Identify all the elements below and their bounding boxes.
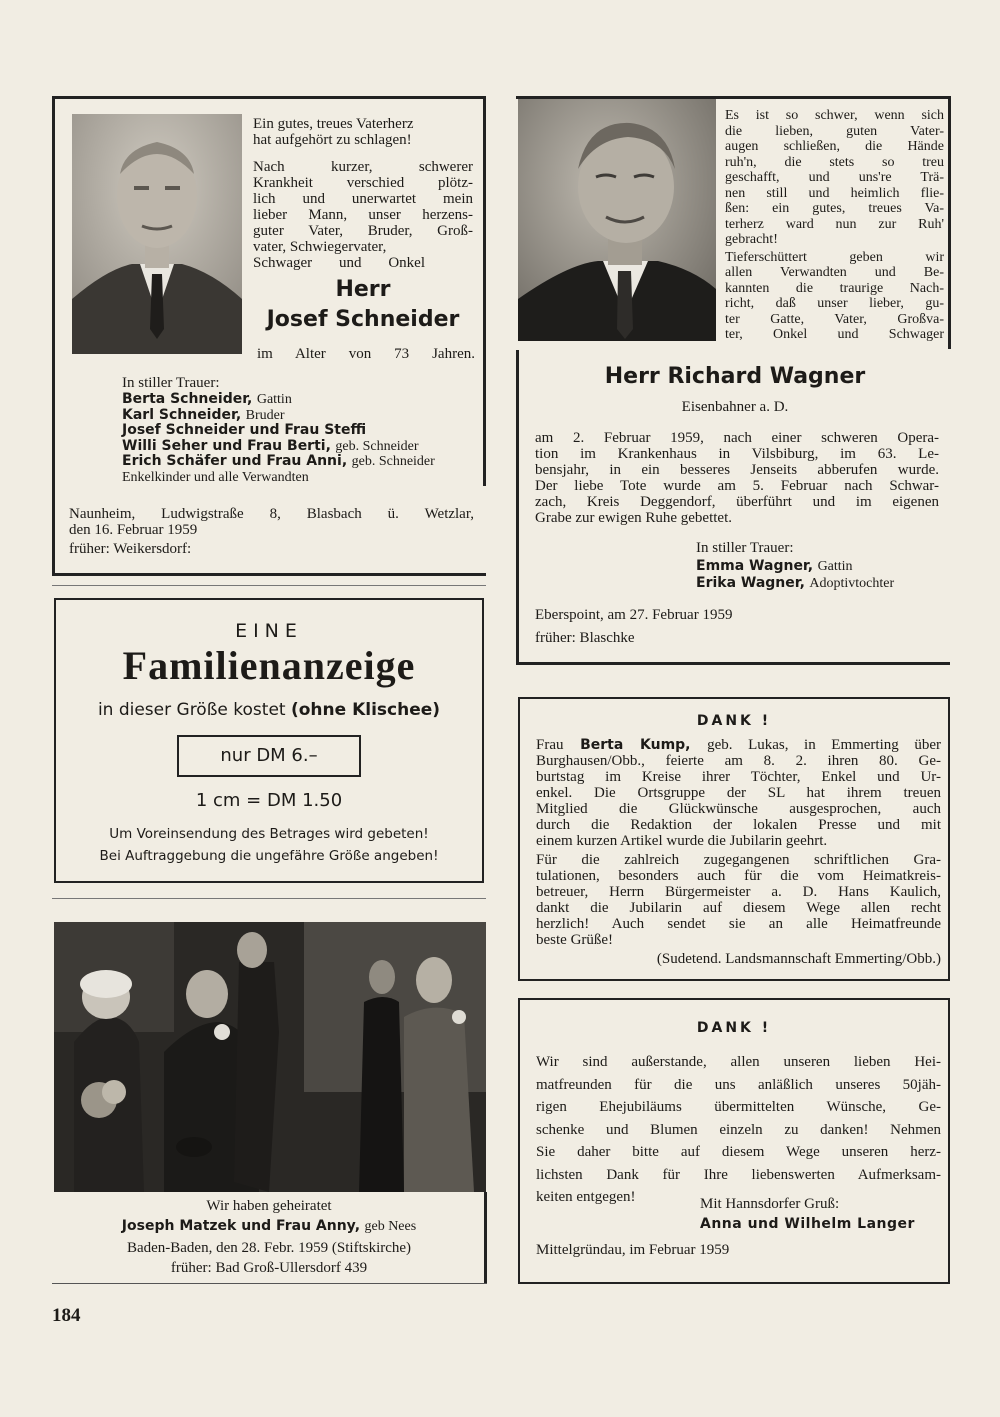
verse-line: geschafft, und uns're Trä- bbox=[725, 170, 944, 185]
intro-line: vater, Schwiegervater, bbox=[253, 239, 387, 255]
body-line: zach, Kreis Deggendorf, überführt und im eigenen bbox=[535, 494, 939, 510]
page-number: 184 bbox=[52, 1305, 81, 1326]
ad-size-text: in dieser Größe kostet bbox=[97, 700, 286, 720]
mourner-role: geb. Schneider bbox=[335, 438, 419, 454]
mourner-name: Willi Seher und Frau Berti, bbox=[122, 437, 331, 454]
verse-line: Es ist so schwer, wenn sich bbox=[725, 108, 944, 123]
para-line: rigen Ehejubiläums übermittelten Wünsche, Ge- bbox=[536, 1099, 941, 1115]
intro-line: Tieferschüttert geben wir bbox=[725, 249, 944, 265]
mourner-role: Gattin bbox=[817, 559, 853, 574]
thank-you-notice-langer bbox=[518, 998, 950, 1284]
ad-price: nur DM 6.– bbox=[220, 745, 318, 766]
mourner-role: geb. Schneider bbox=[351, 454, 435, 469]
body-line: am 2. Februar 1959, nach einer schweren Opera- bbox=[535, 430, 939, 446]
para-line: Für die zahlreich zugegangenen schriftlichen Gra- bbox=[536, 852, 941, 868]
para-line: dankt die Jubilarin auf diesem Wege allen recht bbox=[536, 900, 941, 916]
para-line: enkel. Die Ortsgruppe der SL hat ihrem treuen bbox=[536, 785, 941, 801]
date-line: den 16. Februar 1959 bbox=[69, 522, 198, 538]
former-home: früher: Blaschke bbox=[535, 630, 635, 646]
body-line: tion im Krankenhaus in Vilsbiburg, im 63. Le- bbox=[535, 446, 939, 462]
body-line: Der liebe Tote wurde am 5. Februar nach Schwar- bbox=[535, 478, 939, 494]
mourner-role: Bruder bbox=[245, 407, 285, 423]
intro-line: allen Verwandten und Be- bbox=[725, 265, 944, 280]
portrait-photo-josef-schneider bbox=[72, 114, 242, 354]
para-line: Burghausen/Obb., feierte am 8. 2. ihren 80. Ge- bbox=[536, 753, 941, 769]
body-line: Grabe zur ewigen Ruhe gebettet. bbox=[535, 510, 732, 526]
intro-line: Schwager und Onkel bbox=[253, 255, 425, 271]
mourner-name: Erich Schäfer und Frau Anni, bbox=[122, 453, 348, 469]
para-line: geb. Lukas, in Emmerting über bbox=[707, 737, 941, 753]
para-line: Wir sind außerstande, allen unseren lieben Hei- bbox=[536, 1054, 941, 1070]
ad-note: Um Voreinsendung des Betrages wird gebeten! bbox=[109, 826, 429, 842]
verse-line: terherz ward nun zur Ruh' bbox=[725, 216, 944, 232]
jubilarian-name: Berta Kump, bbox=[580, 737, 691, 753]
mourning-label: In stiller Trauer: bbox=[696, 540, 794, 556]
mourner-name: Josef Schneider und Frau Steffi bbox=[122, 422, 367, 438]
portrait-photo-richard-wagner bbox=[518, 99, 716, 341]
mourner-name: Emma Wagner, bbox=[696, 558, 814, 574]
deceased-name: Herr Richard Wagner bbox=[604, 364, 866, 389]
para-line: burtstag im Kreise ihrer Töchter, Enkel und Ur- bbox=[536, 769, 941, 785]
address-line: Naunheim, Ludwigstraße 8, Blasbach ü. Wetzlar, bbox=[69, 506, 474, 522]
advertisement-box bbox=[54, 598, 484, 883]
ad-price-box bbox=[177, 735, 361, 777]
wedding-nee: geb Nees bbox=[364, 1219, 417, 1234]
ad-note: Bei Auftraggebung die ungefähre Größe angeben! bbox=[99, 848, 439, 864]
mourner-name: Erika Wagner, bbox=[696, 575, 805, 591]
para-line: herzlich! Auch sendet sie an alle Heimatfreunde bbox=[536, 916, 941, 932]
verse-line: hat aufgehört zu schlagen! bbox=[253, 132, 412, 148]
mourner-name: Berta Schneider, bbox=[122, 391, 253, 407]
wedding-photo bbox=[54, 922, 486, 1192]
verse-line: gebracht! bbox=[725, 232, 778, 247]
para-line: durch die Redaktion der lokalen Presse und mit bbox=[536, 817, 941, 833]
verse-line: augen schließen, die Hände bbox=[725, 139, 944, 154]
thank-you-notice-kump bbox=[518, 697, 950, 981]
para-line: einem kurzen Artikel wurde die Jubilarin geehrt. bbox=[536, 833, 828, 849]
para-line: Mitglied die Glückwünsche ausgesprochen, auch bbox=[536, 801, 941, 817]
ad-eine: EINE bbox=[235, 620, 303, 642]
mourner-role: Gattin bbox=[256, 392, 292, 407]
ad-rate: 1 cm = DM 1.50 bbox=[195, 790, 343, 811]
honorific: Herr bbox=[335, 277, 391, 302]
para-line: beste Grüße! bbox=[536, 932, 614, 948]
greeting: Mit Hannsdorfer Gruß: bbox=[700, 1196, 840, 1212]
intro-line: guter Vater, Bruder, Groß- bbox=[253, 223, 473, 239]
place-date: Eberspoint, am 27. Februar 1959 bbox=[535, 607, 733, 623]
verse-line: Ein gutes, treues Vaterherz bbox=[253, 116, 414, 132]
intro-line: kannten die traurige Nach- bbox=[725, 280, 944, 296]
para-line: matfreunden für die uns anläßlich unseres 50jäh- bbox=[536, 1076, 941, 1093]
place-date: Mittelgründau, im Februar 1959 bbox=[536, 1242, 730, 1258]
mourning-label: In stiller Trauer: bbox=[122, 375, 220, 391]
para-line: keiten entgegen! bbox=[536, 1189, 636, 1205]
intro-line: Krankheit verschied plötz- bbox=[253, 175, 473, 191]
intro-line: lieber Mann, unser herzens- bbox=[253, 207, 473, 223]
wedding-line: Wir haben geheiratet bbox=[206, 1198, 332, 1214]
para-line: tulationen, besonders auch für die vom Heimatkreis- bbox=[536, 868, 941, 884]
para-lead: Frau bbox=[536, 737, 564, 753]
notice-title: DANK ! bbox=[696, 713, 772, 729]
para-line: betreuer, Herrn Bürgermeister a. D. Hans Kaulich, bbox=[536, 884, 941, 900]
para-line: schenke und Blumen einzeln zu danken! Nehmen bbox=[536, 1121, 941, 1138]
body-line: bensjahr, in ein besseres Jenseits abberufen wurde. bbox=[535, 462, 939, 478]
wedding-names: Joseph Matzek und Frau Anny, bbox=[121, 1218, 361, 1234]
ad-headline: Familienanzeige bbox=[122, 643, 416, 688]
verse-line: ßen: ein gutes, treues Va- bbox=[725, 201, 944, 216]
deceased-name: Josef Schneider bbox=[266, 307, 460, 332]
mourner-name: Karl Schneider, bbox=[122, 406, 242, 423]
notice-title: DANK ! bbox=[696, 1020, 772, 1036]
intro-line: Nach kurzer, schwerer bbox=[253, 159, 473, 175]
intro-line: ter Gatte, Vater, Großva- bbox=[725, 311, 944, 327]
mourner-role: Adoptivtochter bbox=[809, 576, 895, 591]
intro-line: lich und unerwartet mein bbox=[253, 191, 473, 207]
verse-line: nen still und heimlich flie- bbox=[725, 185, 944, 201]
para-line: lichsten Dank für Ihre liebenswerten Aufmerksam- bbox=[536, 1166, 941, 1183]
verse-line: die lieben, guten Vater- bbox=[725, 123, 944, 139]
intro-line: ter, Onkel und Schwager bbox=[725, 327, 944, 342]
ad-paren: (ohne Klischee) bbox=[290, 700, 441, 720]
notice-signature: Anna und Wilhelm Langer bbox=[700, 1216, 915, 1232]
verse-line: ruh'n, die stets so treu bbox=[725, 154, 944, 170]
notice-signature: (Sudetend. Landsmannschaft Emmerting/Obb.) bbox=[656, 951, 941, 967]
divider bbox=[52, 898, 486, 899]
age-line: im Alter von 73 Jahren. bbox=[257, 346, 475, 362]
divider bbox=[52, 585, 486, 586]
occupation: Eisenbahner a. D. bbox=[681, 399, 789, 415]
wedding-former: früher: Bad Groß-Ullersdorf 439 bbox=[170, 1260, 368, 1276]
relatives-line: Enkelkinder und alle Verwandten bbox=[122, 469, 309, 485]
former-home: früher: Weikersdorf: bbox=[69, 541, 192, 557]
intro-line: richt, daß unser lieber, gu- bbox=[725, 296, 944, 311]
para-line: Sie daher bitte auf diesem Wege unseren herz- bbox=[536, 1144, 941, 1160]
wedding-place: Baden-Baden, den 28. Febr. 1959 (Stiftskirche) bbox=[126, 1240, 412, 1256]
